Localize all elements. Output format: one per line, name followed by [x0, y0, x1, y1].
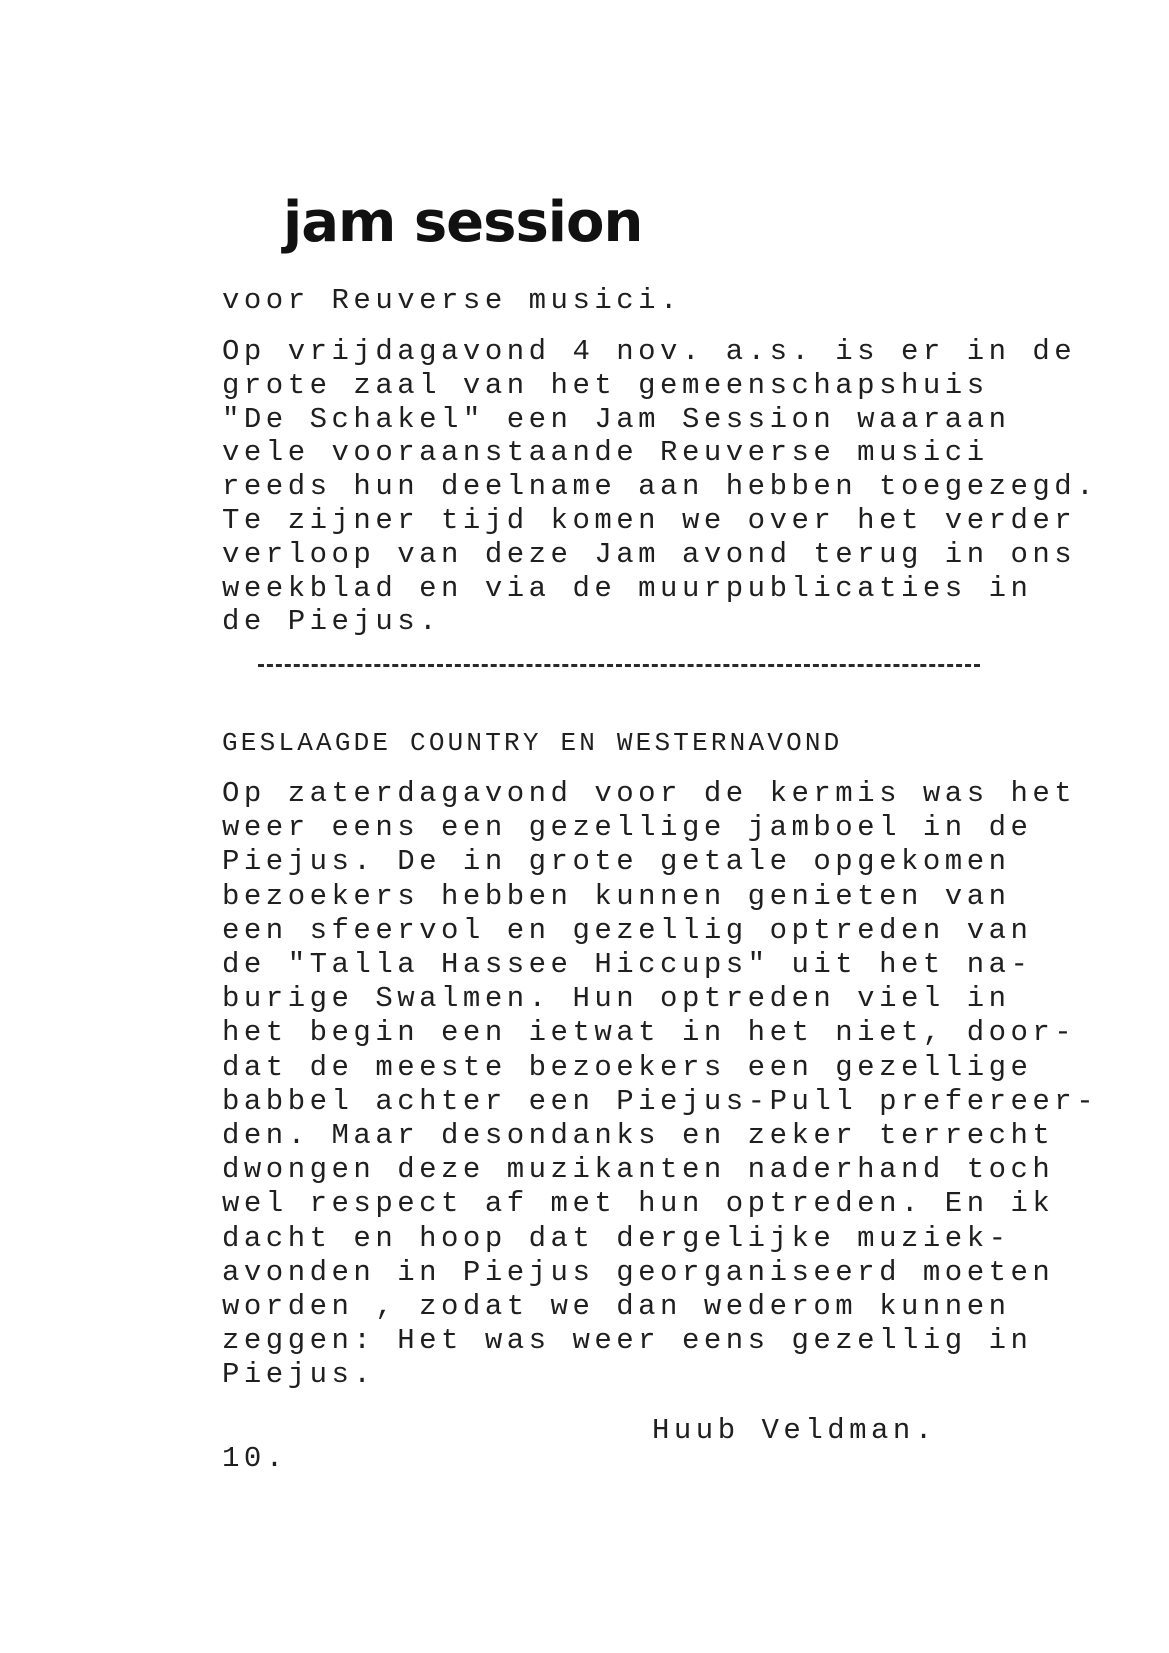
text-line: "De Schakel" een Jam Session waaraan: [222, 402, 1011, 436]
text-line: een sfeervol en gezellig optreden van: [222, 913, 1033, 947]
text-line: Op vrijdagavond 4 nov. a.s. is er in de: [222, 335, 1077, 368]
text-line: weekblad en via de muurpublicaties in: [222, 571, 1033, 605]
text-line: Piejus. De in grote getale opgekomen: [222, 845, 1011, 879]
text-line: dacht en hoop dat dergelijke muziek-: [222, 1221, 1011, 1255]
section-divider: [258, 664, 980, 667]
text-line: den. Maar desondanks en zeker terrecht: [222, 1119, 1055, 1153]
text-line: Op zaterdagavond voor de kermis was het: [222, 777, 1077, 810]
text-line: de "Talla Hassee Hiccups" uit het na-: [222, 948, 1033, 982]
text-line: wel respect af met hun optreden. En ik: [222, 1187, 1055, 1221]
author-signature: Huub Veldman.: [652, 1414, 937, 1447]
text-line: bezoekers hebben kunnen genieten van: [222, 879, 1011, 913]
page-number: 10.: [222, 1442, 288, 1475]
text-line: het begin een ietwat in het niet, door-: [222, 1016, 1077, 1050]
text-line: de Piejus.: [222, 605, 442, 639]
article-paragraph-1: [222, 335, 1098, 639]
subtitle: voor Reuverse musici.: [222, 284, 682, 317]
text-line: reeds hun deelname aan hebben toegezegd.: [222, 470, 1099, 504]
headline: jam session: [283, 190, 643, 255]
section-heading: GESLAAGDE COUNTRY EN WESTERNAVOND: [222, 728, 843, 758]
text-line: babbel achter een Piejus-Pull prefereer-: [222, 1084, 1099, 1118]
text-line: verloop van deze Jam avond terug in ons: [222, 537, 1077, 571]
text-line: Piejus.: [222, 1358, 376, 1392]
article-paragraph-2: [222, 777, 1098, 1393]
text-line: grote zaal van het gemeenschapshuis: [222, 368, 989, 402]
text-line: worden , zodat we dan wederom kunnen: [222, 1290, 1011, 1324]
text-line: dwongen deze muzikanten naderhand toch: [222, 1153, 1055, 1187]
text-line: vele vooraanstaande Reuverse musici: [222, 436, 989, 470]
text-line: weer eens een gezellige jamboel in de: [222, 811, 1033, 845]
text-line: Te zijner tijd komen we over het verder: [222, 503, 1077, 537]
text-line: dat de meeste bezoekers een gezellige: [222, 1050, 1033, 1084]
text-line: zeggen: Het was weer eens gezellig in: [222, 1324, 1033, 1358]
text-line: burige Swalmen. Hun optreden viel in: [222, 982, 1011, 1016]
text-line: avonden in Piejus georganiseerd moeten: [222, 1255, 1055, 1289]
